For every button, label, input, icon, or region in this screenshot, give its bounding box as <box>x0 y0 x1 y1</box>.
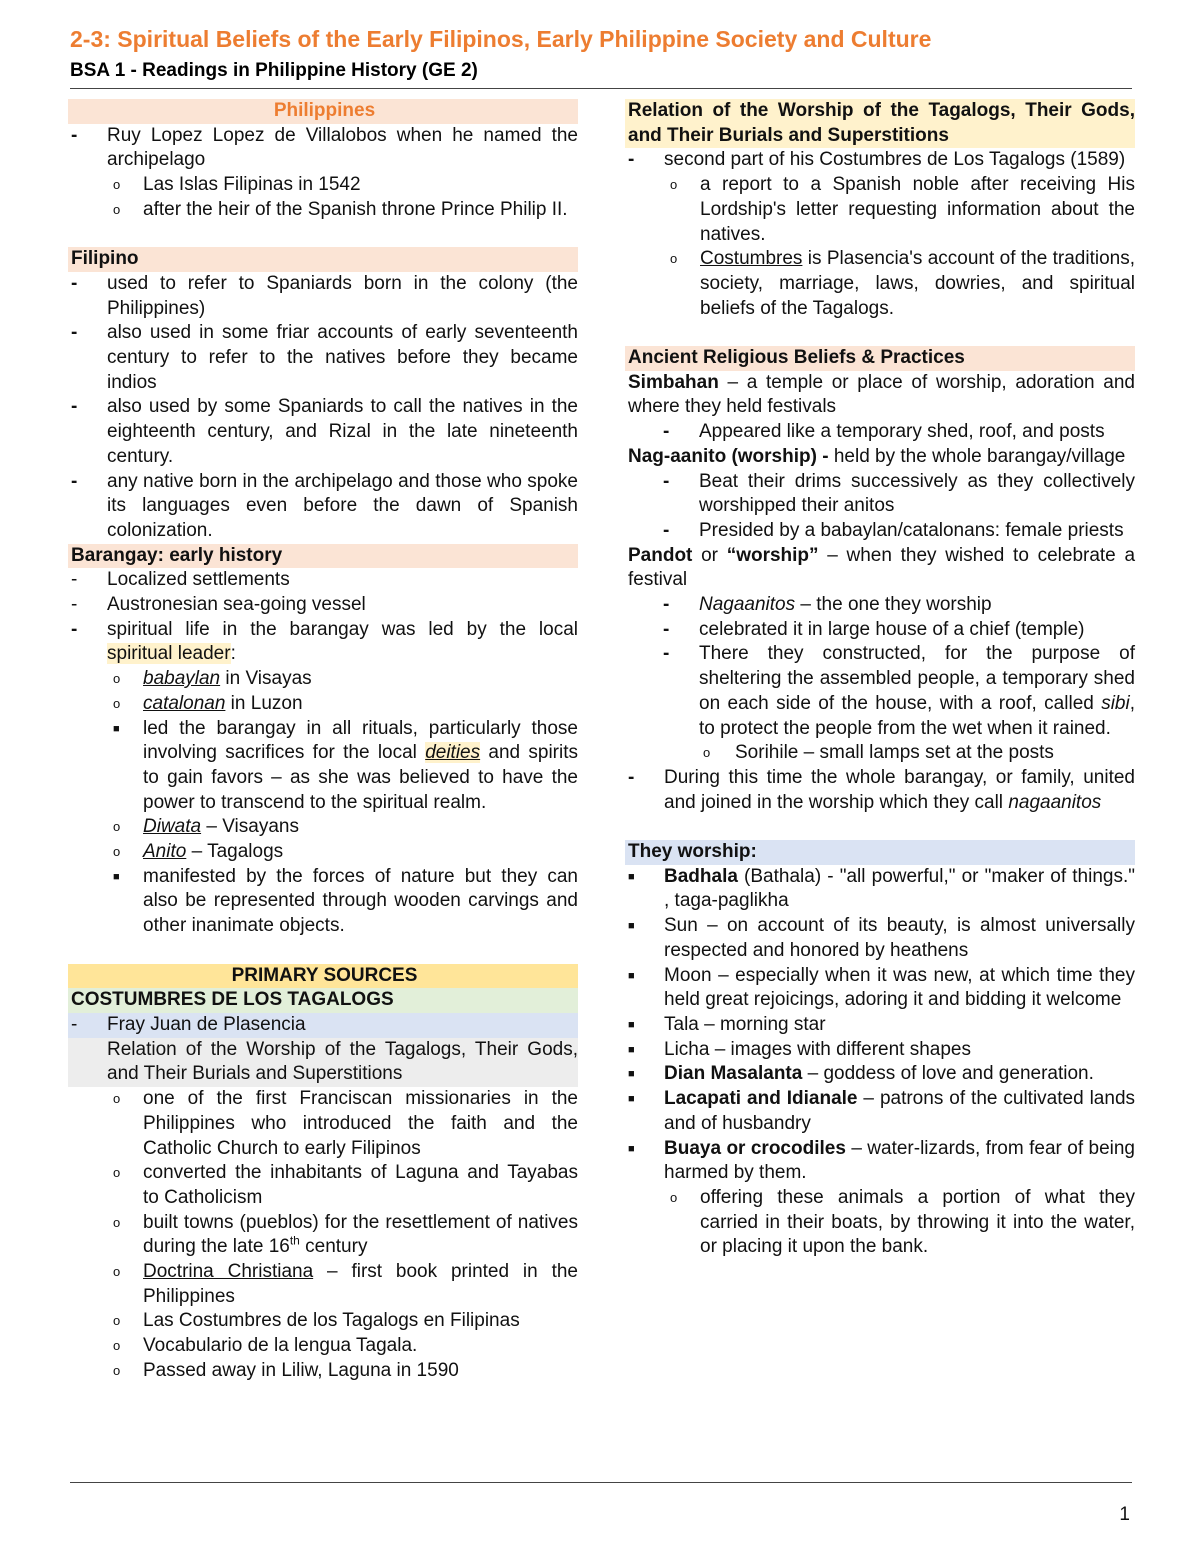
list-item: ■ Moon – especially when it was new, at which time they held great rejoicings, adoring it and bidding it welcome <box>628 964 1135 1011</box>
square-bullet-icon: ■ <box>628 870 635 883</box>
dash-bullet-icon: - <box>71 618 78 640</box>
circle-bullet-icon: o <box>113 177 121 193</box>
list-item: o converted the inhabitants of Laguna and Tayabas to Catholicism <box>113 1162 578 1208</box>
list-item: Relation of the Worship of the Tagalogs, Their Gods, and Their Burials and Superstitions <box>68 1038 578 1087</box>
list-item: - Fray Juan de Plasencia <box>68 1013 578 1038</box>
square-bullet-icon: ■ <box>628 920 635 933</box>
dash-bullet-icon: - <box>71 470 78 492</box>
dash-bullet-icon: - <box>71 272 78 294</box>
list-item: - used to refer to Spaniards born in the colony (the Philippines) <box>71 272 578 319</box>
list-item: ■ Tala – morning star <box>625 1013 1135 1038</box>
list-item: - Beat their drims successively as they collectively worshipped their anitos <box>663 470 1135 517</box>
document-subtitle: BSA 1 - Readings in Philippine History (GE 2) <box>70 60 478 81</box>
circle-bullet-icon: o <box>113 1362 121 1378</box>
square-bullet-icon: ■ <box>628 1043 635 1056</box>
square-bullet-icon: ■ <box>628 1142 635 1155</box>
dash-bullet-icon: - <box>628 766 635 788</box>
list-item: - second part of his Costumbres de Los Tagalogs (1589) <box>625 148 1135 173</box>
list-item: o Vocabulario de la lengua Tagala. <box>68 1334 578 1359</box>
list-item: - Austronesian sea-going vessel <box>68 593 578 618</box>
section-heading-ancient-beliefs: Ancient Religious Beliefs & Practices <box>625 346 1135 371</box>
list-item: o Sorihile – small lamps set at the posts <box>625 741 1135 766</box>
right-column <box>625 99 1135 1260</box>
paragraph-nag-aanito: Nag-aanito (worship) - held by the whole barangay/village <box>628 445 1126 467</box>
list-item: o Las Costumbres de los Tagalogs en Filipinas <box>68 1309 578 1334</box>
list-item: - also used in some friar accounts of early seventeenth century to refer to the natives before they became indios <box>71 322 578 393</box>
header-divider <box>70 88 1132 89</box>
circle-bullet-icon: o <box>113 671 121 687</box>
dash-bullet-icon: - <box>663 421 670 443</box>
list-item: - Localized settlements <box>68 568 578 593</box>
section-heading-costumbres: COSTUMBRES DE LOS TAGALOGS <box>68 988 578 1013</box>
circle-bullet-icon: o <box>703 745 711 761</box>
list-item: - During this time the whole barangay, or family, united and joined in the worship which they call nagaanitos <box>628 766 1135 813</box>
dash-bullet-icon: - <box>663 594 670 616</box>
section-heading-philippines: Philippines <box>68 99 578 124</box>
list-item: ■ Sun – on account of its beauty, is almost universally respected and honored by heathens <box>628 915 1135 961</box>
circle-bullet-icon: o <box>113 1091 121 1107</box>
list-item: ■ Buaya or crocodiles – water-lizards, from fear of being harmed by them. <box>628 1137 1135 1184</box>
section-heading-filipino: Filipino <box>68 247 578 272</box>
list-item: - Ruy Lopez Lopez de Villalobos when he named the archipelago <box>71 124 578 171</box>
dash-bullet-icon: - <box>663 618 670 640</box>
circle-bullet-icon: o <box>670 177 678 193</box>
list-item: ■ manifested by the forces of nature but they can also be represented through wooden carvings and other inanimate objects. <box>113 865 578 937</box>
list-item: ■ Badhala (Bathala) - "all powerful," or "maker of things." , taga-paglikha <box>628 865 1135 912</box>
dash-bullet-icon: - <box>71 594 78 616</box>
section-heading-primary-sources: PRIMARY SOURCES <box>68 964 578 989</box>
list-item: o built towns (pueblos) for the resettlement of natives during the late 16th century <box>113 1211 578 1258</box>
square-bullet-icon: ■ <box>113 722 120 735</box>
dash-bullet-icon: - <box>71 1013 78 1035</box>
list-item: o Anito – Tagalogs <box>68 840 578 865</box>
document-title: 2-3: Spiritual Beliefs of the Early Filipinos, Early Philippine Society and Culture <box>70 26 932 52</box>
left-column <box>68 99 578 1384</box>
list-item: o babaylan in Visayas <box>68 667 578 692</box>
list-item: - spiritual life in the barangay was led by the local spiritual leader: <box>71 618 578 665</box>
circle-bullet-icon: o <box>113 819 121 835</box>
paragraph-pandot: Pandot or “worship” – when they wished to celebrate a festival <box>628 544 1136 591</box>
footer-divider <box>70 1482 1132 1483</box>
dash-bullet-icon: - <box>663 519 670 541</box>
section-heading-relation: Relation of the Worship of the Tagalogs, Their Gods, and Their Burials and Superstitions <box>625 99 1135 148</box>
list-item: o Diwata – Visayans <box>68 815 578 840</box>
list-item: o Costumbres is Plasencia's account of the traditions, society, marriage, laws, dowries, and spiritual beliefs of the Tagalogs. <box>670 248 1135 319</box>
list-item: - also used by some Spaniards to call the natives in the eighteenth century, and Rizal in the late nineteenth century. <box>71 396 578 467</box>
list-item: ■ Dian Masalanta – goddess of love and generation. <box>625 1062 1135 1087</box>
list-item: - any native born in the archipelago and those who spoke its languages even before the dawn of Spanish colonization. <box>71 470 578 541</box>
list-item: o Passed away in Liliw, Laguna in 1590 <box>68 1359 578 1384</box>
list-item: o a report to a Spanish noble after receiving His Lordship's letter requesting information about the natives. <box>670 174 1135 245</box>
circle-bullet-icon: o <box>113 1338 121 1354</box>
square-bullet-icon: ■ <box>113 870 120 883</box>
list-item: - Presided by a babaylan/catalonans: female priests <box>625 519 1135 544</box>
circle-bullet-icon: o <box>113 844 121 860</box>
paragraph-simbahan: Simbahan – a temple or place of worship, adoration and where they held festivals <box>628 371 1135 418</box>
square-bullet-icon: ■ <box>628 1018 635 1031</box>
list-item: ■ led the barangay in all rituals, particularly those involving sacrifices for the local deities and spirits to gain favors – as she was believed to have the power to transcend to the spiritual realm. <box>113 717 579 813</box>
circle-bullet-icon: o <box>113 1214 121 1230</box>
dash-bullet-icon: - <box>71 124 78 146</box>
list-item: o Doctrina Christiana – first book printed in the Philippines <box>113 1261 578 1307</box>
dash-bullet-icon: - <box>628 149 635 171</box>
dash-bullet-icon: - <box>71 396 78 418</box>
circle-bullet-icon: o <box>113 695 121 711</box>
circle-bullet-icon: o <box>113 201 121 217</box>
square-bullet-icon: ■ <box>628 1068 635 1081</box>
circle-bullet-icon: o <box>113 1165 121 1181</box>
dash-bullet-icon: - <box>71 322 78 344</box>
list-item: o catalonan in Luzon <box>68 692 578 717</box>
dash-bullet-icon: - <box>663 643 670 665</box>
list-item: - Appeared like a temporary shed, roof, and posts <box>625 420 1135 445</box>
dash-bullet-icon: - <box>663 470 670 492</box>
list-item: o after the heir of the Spanish throne Prince Philip II. <box>68 198 578 223</box>
circle-bullet-icon: o <box>670 1189 678 1205</box>
list-item: ■ Lacapati and Idianale – patrons of the cultivated lands and of husbandry <box>628 1088 1136 1134</box>
square-bullet-icon: ■ <box>628 969 635 982</box>
list-item: o offering these animals a portion of what they carried in their boats, by throwing it into the water, or placing it upon the bank. <box>670 1186 1135 1258</box>
page-number: 1 <box>1119 1504 1130 1525</box>
dash-bullet-icon: - <box>71 569 78 591</box>
list-item: o one of the first Franciscan missionaries in the Philippines who introduced the faith and the Catholic Church to early Filipinos <box>113 1088 578 1159</box>
list-item: - There they constructed, for the purpose of sheltering the assembled people, a temporary shed on each side of the house, with a roof, called sibi, to protect the people from the wet when it rained. <box>663 643 1135 739</box>
circle-bullet-icon: o <box>113 1313 121 1329</box>
section-heading-they-worship: They worship: <box>625 840 1135 865</box>
list-item: o Las Islas Filipinas in 1542 <box>68 173 578 198</box>
section-heading-barangay: Barangay: early history <box>68 544 578 569</box>
square-bullet-icon: ■ <box>628 1093 635 1106</box>
circle-bullet-icon: o <box>670 251 678 267</box>
list-item: - Nagaanitos – the one they worship <box>625 593 1135 618</box>
list-item: ■ Licha – images with different shapes <box>625 1038 1135 1063</box>
circle-bullet-icon: o <box>113 1264 121 1280</box>
list-item: - celebrated it in large house of a chief (temple) <box>625 618 1135 643</box>
